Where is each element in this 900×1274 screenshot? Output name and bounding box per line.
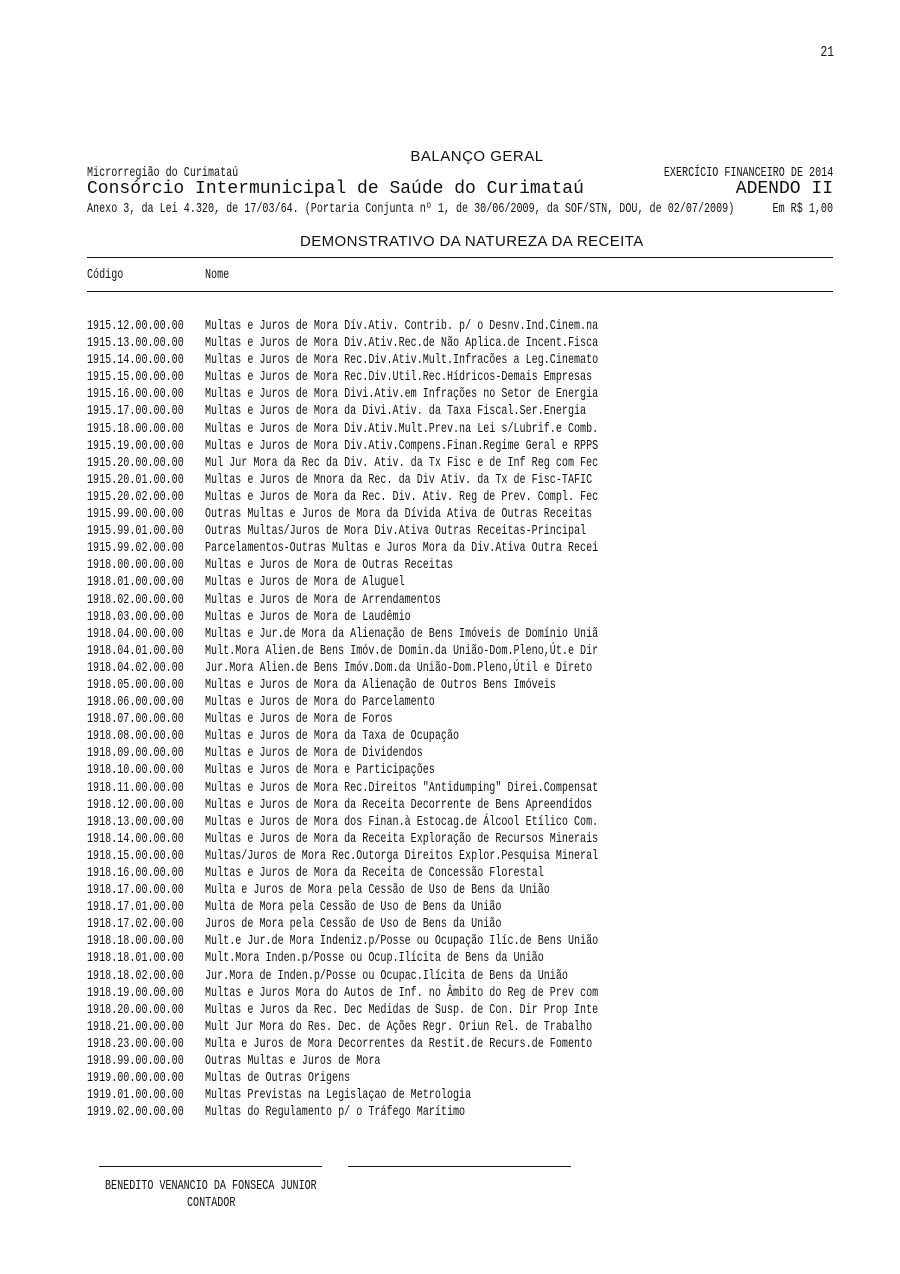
revenue-name: Multas e Juros de Mora Div.Ativ.Compens.Finan.Regime Geral e RPPS <box>205 437 599 454</box>
revenue-code: 1918.07.00.00.00 <box>87 711 184 728</box>
list-item <box>87 848 833 865</box>
header-bottom-rule <box>87 291 833 292</box>
list-item <box>87 950 833 967</box>
revenue-code: 1918.02.00.00.00 <box>87 591 184 608</box>
list-item <box>87 865 833 882</box>
revenue-name: Multas e Juros de Mora de Outras Receitas <box>205 557 454 574</box>
revenue-code: 1915.12.00.00.00 <box>87 318 184 334</box>
revenue-code: 1918.01.00.00.00 <box>87 574 184 591</box>
list-item <box>87 968 833 985</box>
list-item <box>87 643 833 660</box>
revenue-name: Jur.Mora de Inden.p/Posse ou Ocupac.Ilícita de Bens da União <box>205 967 568 984</box>
revenue-code: 1918.20.00.00.00 <box>87 1001 184 1018</box>
page-number: 21 <box>820 44 834 61</box>
fiscal-year-label: EXERCÍCIO FINANCEIRO DE 2014 <box>663 165 833 181</box>
revenue-name: Juros de Mora pela Cessão de Uso de Bens da União <box>205 916 502 933</box>
list-item <box>87 489 833 506</box>
list-item <box>87 369 833 386</box>
revenue-code: 1915.14.00.00.00 <box>87 352 184 369</box>
signature-line-left <box>99 1166 322 1167</box>
revenue-code: 1918.99.00.00.00 <box>87 1053 184 1070</box>
list-item <box>87 1019 833 1036</box>
revenue-code: 1915.17.00.00.00 <box>87 403 184 420</box>
revenue-name: Multas e Juros de Mora Div.Ativ.Mult.Prev.na Lei s/Lubrif.e Comb. <box>205 420 599 437</box>
list-item <box>87 592 833 609</box>
list-item <box>87 728 833 745</box>
revenue-name: Multas e Jur.de Mora da Alienação de Bens Imóveis de Domínio Uniã <box>205 625 599 642</box>
list-item <box>87 609 833 626</box>
revenue-name: Multa de Mora pela Cessão de Uso de Bens da União <box>205 899 502 916</box>
revenue-code: 1918.15.00.00.00 <box>87 847 184 864</box>
revenue-name: Multas e Juros de Mora do Parcelamento <box>205 694 435 711</box>
revenue-code: 1918.03.00.00.00 <box>87 608 184 625</box>
list-item <box>87 352 833 369</box>
revenue-code: 1918.00.00.00.00 <box>87 557 184 574</box>
list-item <box>87 1070 833 1087</box>
list-item <box>87 711 833 728</box>
revenue-name: Outras Multas e Juros de Mora <box>205 1053 381 1070</box>
list-item <box>87 626 833 643</box>
revenue-code: 1918.11.00.00.00 <box>87 779 184 796</box>
list-item <box>87 403 833 420</box>
revenue-code: 1918.18.00.00.00 <box>87 933 184 950</box>
revenue-code: 1918.18.01.00.00 <box>87 950 184 967</box>
revenue-name: Outras Multas/Juros de Mora Div.Ativa Outras Receitas-Principal <box>205 523 587 540</box>
revenue-code: 1918.04.02.00.00 <box>87 659 184 676</box>
list-item <box>87 694 833 711</box>
revenue-code: 1915.99.00.00.00 <box>87 506 184 523</box>
list-item <box>87 438 833 455</box>
list-item <box>87 523 833 540</box>
list-item <box>87 814 833 831</box>
entity-row <box>87 179 833 199</box>
revenue-name: Multas e Juros de Mora de Foros <box>205 711 393 728</box>
signature-role: CONTADOR <box>187 1195 236 1211</box>
report-subtitle: DEMONSTRATIVO DA NATUREZA DA RECEITA <box>300 233 644 250</box>
revenue-name: Multas e Juros de Mora da Receita Decorrente de Bens Apreendidos <box>205 796 593 813</box>
list-item <box>87 916 833 933</box>
legal-row <box>87 199 833 217</box>
revenue-code: 1918.17.00.00.00 <box>87 882 184 899</box>
revenue-name: Multas e Juros de Mora Dív.Ativ. Contrib. p/ o Desnv.Ind.Cinem.na <box>205 318 599 334</box>
list-item <box>87 677 833 694</box>
revenue-name: Multas e Juros de Mora de Dividendos <box>205 745 423 762</box>
revenue-name: Multas e Juros de Mora da Alienação de Outros Bens Imóveis <box>205 676 556 693</box>
column-header-code: Código <box>87 267 124 283</box>
list-item <box>87 557 833 574</box>
list-item <box>87 472 833 489</box>
revenue-name: Multas/Juros de Mora Rec.Outorga Direitos Explor.Pesquisa Mineral <box>205 847 599 864</box>
revenue-name: Jur.Mora Alien.de Bens Imóv.Dom.da União-Dom.Pleno,Útil e Direto <box>205 659 593 676</box>
revenue-code: 1915.99.01.00.00 <box>87 523 184 540</box>
list-item <box>87 1104 833 1121</box>
column-header-name: Nome <box>205 267 230 283</box>
revenue-name: Multas e Juros de Mora da Receita Exploração de Recursos Minerais <box>205 830 599 847</box>
page-title: BALANÇO GERAL <box>410 148 544 165</box>
revenue-code: 1918.18.02.00.00 <box>87 967 184 984</box>
list-item <box>87 574 833 591</box>
revenue-code: 1918.05.00.00.00 <box>87 676 184 693</box>
revenue-name: Multas e Juros de Mora Rec.Div.Util.Rec.Hídricos-Demais Empresas <box>205 369 593 386</box>
revenue-code: 1915.20.02.00.00 <box>87 488 184 505</box>
revenue-name: Multas e Juros de Mora dos Finan.à Estocag.de Álcool Etílico Com. <box>205 813 599 830</box>
revenue-name: Multas e Juros de Mnora da Rec. da Div Ativ. da Tx de Fisc-TAFIC <box>205 471 593 488</box>
currency-label: Em R$ 1,00 <box>772 201 833 217</box>
list-item <box>87 421 833 438</box>
revenue-name: Multas e Juros de Mora e Participações <box>205 762 435 779</box>
revenue-name: Parcelamentos-Outras Multas e Juros Mora da Div.Ativa Outra Recei <box>205 540 599 557</box>
revenue-code: 1918.08.00.00.00 <box>87 728 184 745</box>
revenue-name: Multas e Juros de Mora de Arrendamentos <box>205 591 441 608</box>
revenue-name: Multas e Juros de Mora de Aluguel <box>205 574 405 591</box>
list-item <box>87 831 833 848</box>
revenue-code: 1918.23.00.00.00 <box>87 1035 184 1052</box>
legal-reference: Anexo 3, da Lei 4.320, de 17/03/64. (Portaria Conjunta nº 1, de 30/06/2009, da SOF/STN, DOU, de 02/07/2009) <box>87 201 735 217</box>
revenue-code: 1915.16.00.00.00 <box>87 386 184 403</box>
region-label: Microrregião do Curimataú <box>87 165 239 181</box>
list-item <box>87 797 833 814</box>
list-item <box>87 540 833 557</box>
revenue-code: 1918.12.00.00.00 <box>87 796 184 813</box>
revenue-code: 1918.09.00.00.00 <box>87 745 184 762</box>
revenue-name: Multas e Juros de Mora da Receita de Concessão Florestal <box>205 865 544 881</box>
revenue-code: 1915.15.00.00.00 <box>87 369 184 386</box>
revenue-name: Multas de Outras Origens <box>205 1070 351 1087</box>
list-item <box>87 899 833 916</box>
revenue-name: Outras Multas e Juros de Mora da Dívida Ativa de Outras Receitas <box>205 506 593 523</box>
list-item <box>87 455 833 472</box>
list-item <box>87 335 833 352</box>
revenue-code: 1919.01.00.00.00 <box>87 1087 184 1104</box>
list-item <box>87 1036 833 1053</box>
revenue-name: Multas Previstas na Legislaçao de Metrologia <box>205 1087 472 1104</box>
revenue-name: Multas e Juros de Mora da Taxa de Ocupação <box>205 728 460 745</box>
revenue-code: 1918.17.01.00.00 <box>87 899 184 916</box>
revenue-name: Multas e Juros Mora do Autos de Inf. no Âmbito do Reg de Prev com <box>205 984 599 1001</box>
list-item <box>87 745 833 762</box>
revenue-name: Mult.e Jur.de Mora Indeniz.p/Posse ou Ocupação Ilíc.de Bens União <box>205 933 599 950</box>
revenue-name: Mul Jur Mora da Rec da Div. Ativ. da Tx Fisc e de Inf Reg com Fec <box>205 454 599 471</box>
revenue-name: Mult.Mora Alien.de Bens Imóv.de Domin.da União-Dom.Pleno,Út.e Dir <box>205 642 599 659</box>
list-item <box>87 762 833 779</box>
revenue-code: 1915.13.00.00.00 <box>87 335 184 352</box>
revenue-name: Multas e Juros de Mora da Rec. Div. Ativ. Reg de Prev. Compl. Fec <box>205 488 599 505</box>
revenue-name: Mult Jur Mora do Res. Dec. de Ações Regr. Oriun Rel. de Trabalho <box>205 1018 593 1035</box>
revenue-code: 1918.21.00.00.00 <box>87 1018 184 1035</box>
revenue-name: Multas e Juros de Mora Rec.Div.Ativ.Mult.Infracões a Leg.Cinemato <box>205 352 599 369</box>
revenue-code: 1918.14.00.00.00 <box>87 830 184 847</box>
revenue-code: 1915.99.02.00.00 <box>87 540 184 557</box>
revenue-code: 1915.20.01.00.00 <box>87 471 184 488</box>
revenue-name: Mult.Mora Inden.p/Posse ou Ocup.Ilícita de Bens da União <box>205 950 544 967</box>
list-item <box>87 318 833 335</box>
list-item <box>87 985 833 1002</box>
revenue-name: Multas e Juros de Mora Div.Ativ.Rec.de Não Aplica.de Incent.Fisca <box>205 335 599 352</box>
list-item <box>87 506 833 523</box>
revenue-name: Multas e Juros de Mora da Divi.Ativ. da Taxa Fiscal.Ser.Energia <box>205 403 587 420</box>
revenue-code: 1918.10.00.00.00 <box>87 762 184 779</box>
revenue-name: Multas e Juros de Mora de Laudêmio <box>205 608 411 625</box>
revenue-name: Multa e Juros de Mora Decorrentes da Restit.de Recurs.de Fomento <box>205 1035 593 1052</box>
revenue-code: 1918.04.00.00.00 <box>87 625 184 642</box>
revenue-code: 1915.20.00.00.00 <box>87 454 184 471</box>
list-item <box>87 1087 833 1104</box>
revenue-name: Multas e Juros de Mora Divi.Ativ.em Infrações no Setor de Energia <box>205 386 599 403</box>
signature-line-right <box>348 1166 571 1167</box>
revenue-code: 1918.06.00.00.00 <box>87 694 184 711</box>
list-item <box>87 780 833 797</box>
revenue-code: 1918.19.00.00.00 <box>87 984 184 1001</box>
revenue-code: 1915.18.00.00.00 <box>87 420 184 437</box>
revenue-code: 1918.16.00.00.00 <box>87 865 184 881</box>
revenue-code: 1918.17.02.00.00 <box>87 916 184 933</box>
revenue-name: Multas do Regulamento p/ o Tráfego Marítimo <box>205 1104 466 1121</box>
list-item <box>87 882 833 899</box>
list-item <box>87 386 833 403</box>
revenue-code: 1919.02.00.00.00 <box>87 1104 184 1121</box>
revenue-code: 1918.13.00.00.00 <box>87 813 184 830</box>
header-top-rule <box>87 257 833 258</box>
entity-name: Consórcio Intermunicipal de Saúde do Curimataú <box>87 179 584 199</box>
list-item <box>87 1053 833 1070</box>
annex-label: ADENDO II <box>735 179 833 199</box>
signature-name: BENEDITO VENANCIO DA FONSECA JUNIOR <box>105 1178 317 1194</box>
revenue-code: 1918.04.01.00.00 <box>87 642 184 659</box>
revenue-list <box>87 318 833 1121</box>
list-item <box>87 933 833 950</box>
list-item <box>87 660 833 677</box>
revenue-name: Multa e Juros de Mora pela Cessão de Uso de Bens da União <box>205 882 550 899</box>
list-item <box>87 1002 833 1019</box>
revenue-name: Multas e Juros da Rec. Dec Medidas de Susp. de Con. Dir Prop Inte <box>205 1001 599 1018</box>
revenue-code: 1915.19.00.00.00 <box>87 437 184 454</box>
revenue-name: Multas e Juros de Mora Rec.Direitos "Antidumping" Direi.Compensat <box>205 779 599 796</box>
revenue-code: 1919.00.00.00.00 <box>87 1070 184 1087</box>
